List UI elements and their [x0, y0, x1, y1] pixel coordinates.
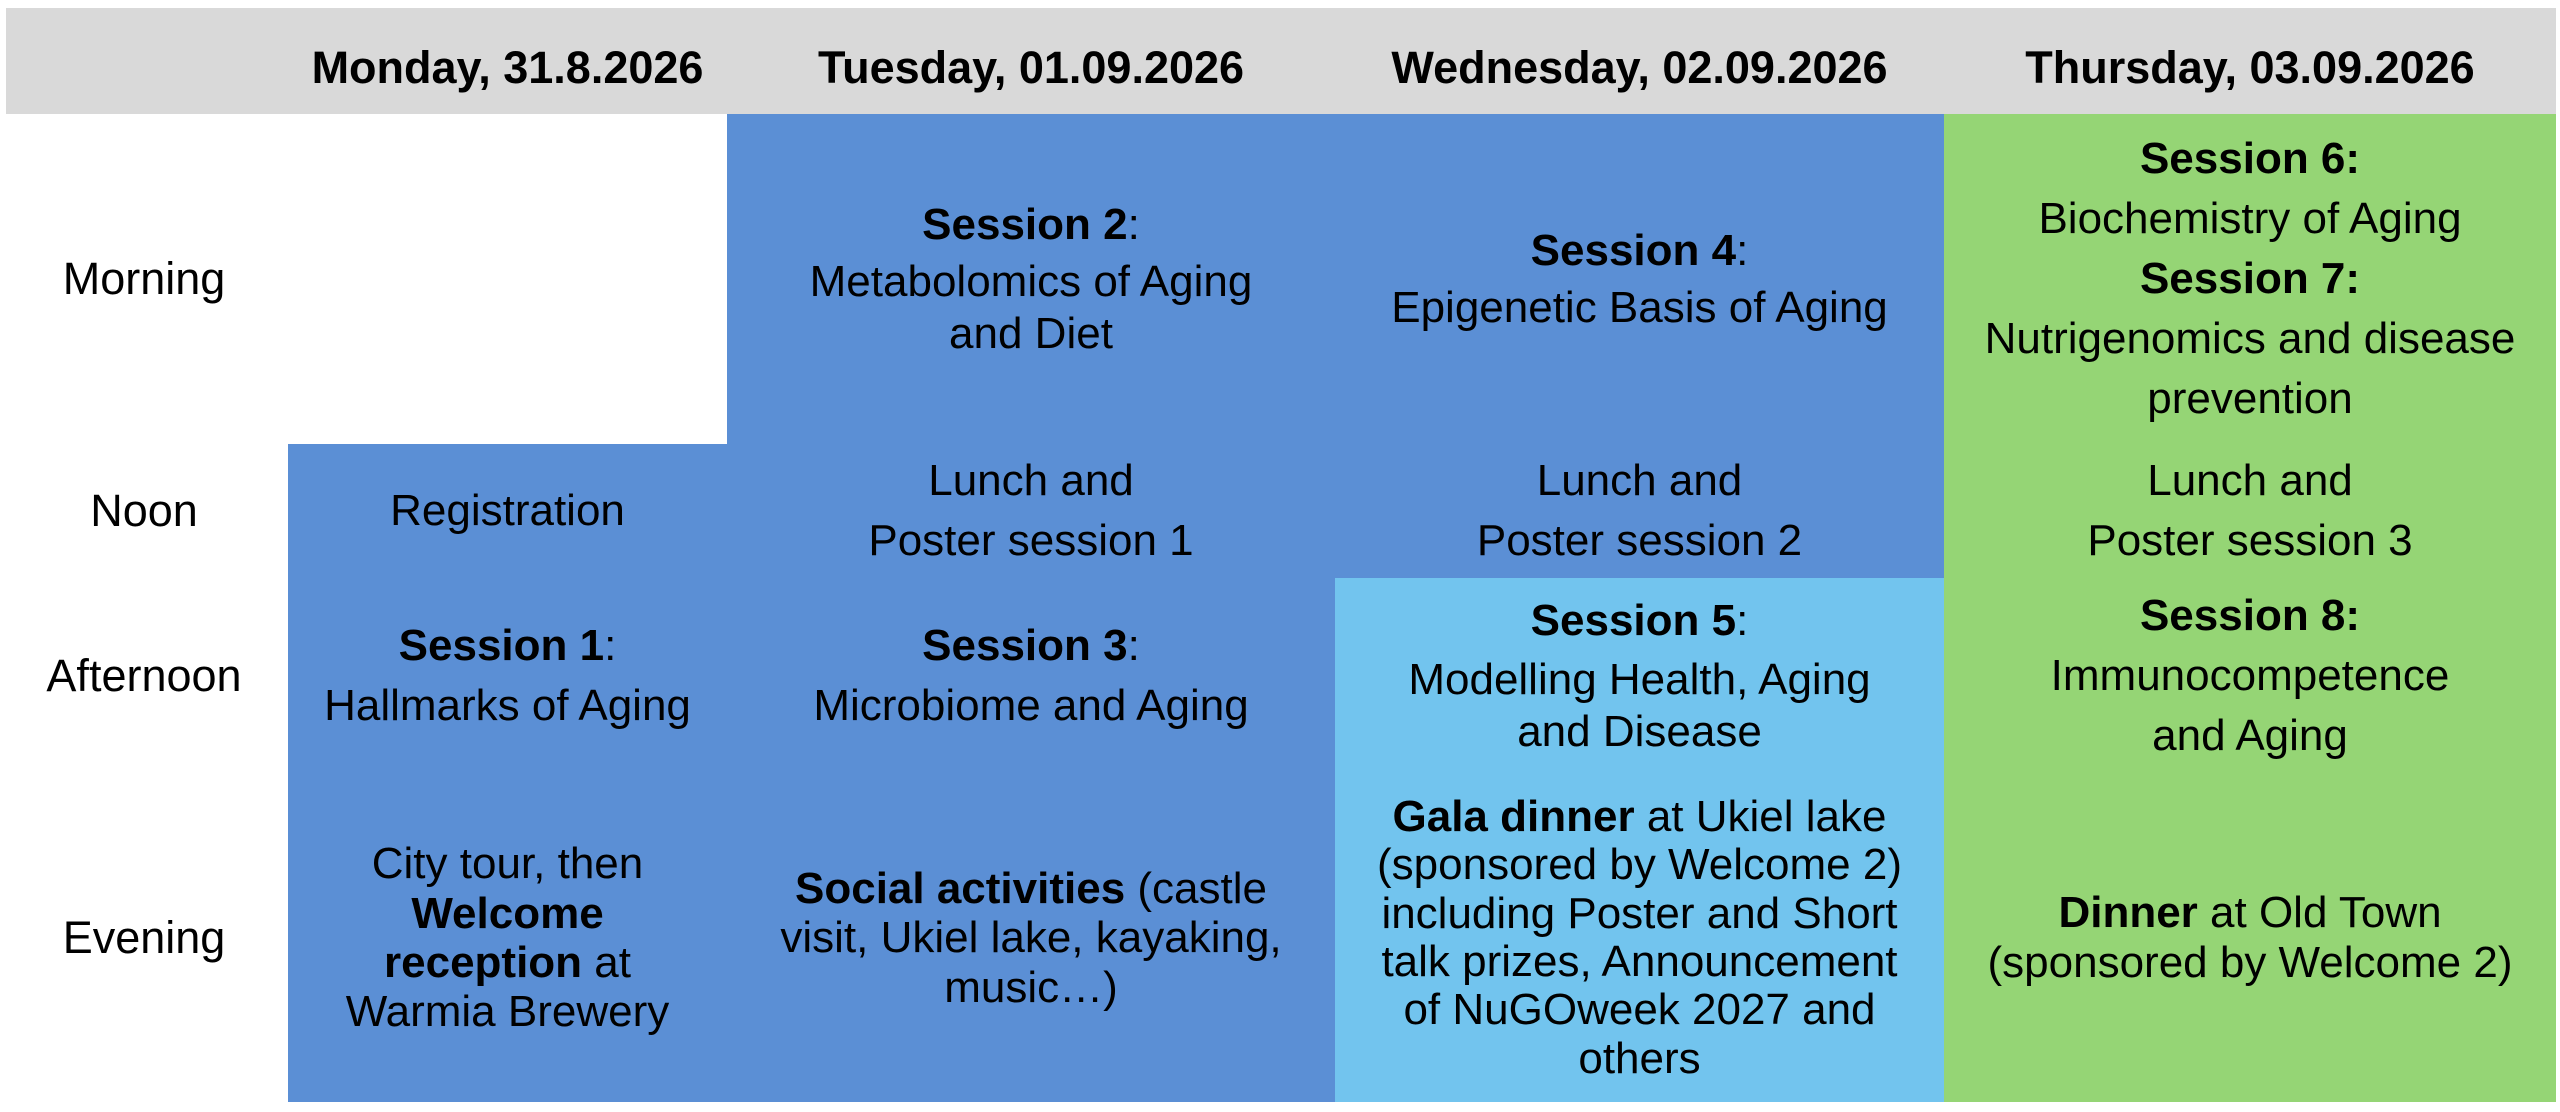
session-6-title: Session 6: — [2139, 134, 2361, 184]
registration-cell: Registration — [390, 486, 625, 536]
row-label-noon: Noon — [90, 484, 198, 536]
social-activities-rest: (castle — [1125, 864, 1267, 914]
gala-line6: others — [1578, 1033, 1701, 1083]
social-activities-bold: Social activities — [795, 864, 1126, 914]
welcome-line4: Warmia Brewery — [345, 987, 670, 1037]
session-7-line1: Nutrigenomics and disease — [1984, 313, 2516, 363]
gala-line1 — [1393, 793, 1887, 841]
session-1-title-text: Session 1 — [398, 621, 605, 671]
gala-dinner-cell — [1335, 774, 1944, 1102]
welcome-line3 — [384, 938, 631, 987]
session-5-line2: and Disease — [1517, 706, 1762, 756]
session-5-line1: Modelling Health, Aging — [1408, 655, 1871, 705]
lunch-poster-1-cell — [727, 444, 1335, 578]
social-line3: music…) — [944, 962, 1118, 1012]
session-7-line2: prevention — [2147, 373, 2353, 423]
gala-line3: including Poster and Short — [1381, 888, 1898, 938]
lunch-poster-2-cell — [1335, 444, 1944, 578]
session-1-cell — [288, 578, 727, 774]
social-activities-cell — [727, 774, 1335, 1102]
dinner-old-town-cell — [1944, 774, 2556, 1102]
row-label-afternoon: Afternoon — [46, 649, 242, 701]
lunch-poster-2-line1: Lunch and — [1536, 456, 1743, 506]
session-3-cell — [727, 578, 1335, 774]
session-4-title — [1531, 225, 1749, 276]
session-4-title-text: Session 4 — [1530, 225, 1737, 275]
session-3-title — [922, 616, 1140, 676]
dinner-rest: at Old Town — [2197, 887, 2442, 937]
session-4-colon: : — [1736, 225, 1749, 275]
session-7-title: Session 7: — [2139, 254, 2361, 304]
welcome-reception-at: at — [582, 938, 631, 987]
gala-line2: (sponsored by Welcome 2) — [1377, 840, 1902, 890]
session-3-line1: Microbiome and Aging — [813, 681, 1249, 730]
header-tuesday: Tuesday, 01.09.2026 — [817, 41, 1245, 93]
session-8-line2: and Aging — [2152, 710, 2348, 760]
session-5-cell — [1335, 578, 1944, 774]
session-5-colon: : — [1736, 595, 1749, 645]
session-2-colon: : — [1127, 199, 1140, 249]
session-3-colon: : — [1127, 621, 1140, 671]
session-6-7-cell — [1944, 114, 2556, 444]
session-8-title: Session 8: — [2139, 591, 2361, 641]
lunch-poster-3-line2: Poster session 3 — [2087, 516, 2413, 565]
gala-dinner-bold: Gala dinner — [1392, 791, 1635, 841]
social-line2: visit, Ukiel lake, kayaking, — [780, 913, 1282, 963]
session-2-line1: Metabolomics of Aging — [809, 257, 1253, 307]
welcome-reception-bold: reception — [384, 938, 583, 987]
header-wednesday: Wednesday, 02.09.2026 — [1391, 41, 1888, 93]
welcome-line1: City tour, then — [371, 839, 644, 889]
welcome-line2: Welcome — [411, 888, 604, 938]
lunch-poster-3-cell — [1944, 444, 2556, 578]
row-label-morning: Morning — [62, 252, 226, 304]
session-2-line2: and Diet — [949, 308, 1113, 358]
session-1-line1: Hallmarks of Aging — [324, 681, 691, 730]
session-2-title-text: Session 2 — [922, 199, 1128, 249]
session-6-line1: Biochemistry of Aging — [2038, 194, 2462, 244]
session-8-cell — [1944, 578, 2556, 774]
lunch-poster-3-line1: Lunch and — [2147, 456, 2353, 506]
gala-line5: of NuGOweek 2027 and — [1403, 985, 1876, 1035]
gala-line4: talk prizes, Announcement — [1381, 937, 1898, 986]
session-8-line1: Immunocompetence — [2050, 651, 2450, 701]
session-5-title — [1531, 595, 1749, 646]
gala-dinner-rest: at Ukiel lake — [1634, 791, 1887, 841]
social-line1 — [795, 864, 1267, 913]
dinner-line2: (sponsored by Welcome 2) — [1987, 938, 2513, 987]
session-2-title — [922, 199, 1140, 250]
dinner-bold: Dinner — [2058, 887, 2198, 937]
lunch-poster-2-line2: Poster session 2 — [1476, 516, 1803, 565]
header-monday: Monday, 31.8.2026 — [311, 41, 704, 93]
lunch-poster-1-line2: Poster session 1 — [868, 516, 1194, 565]
session-3-title-text: Session 3 — [922, 621, 1128, 671]
dinner-line1 — [2058, 888, 2441, 938]
header-thursday: Thursday, 03.09.2026 — [2025, 41, 2475, 93]
session-1-colon: : — [604, 621, 617, 671]
session-1-title — [399, 616, 617, 676]
session-4-cell — [1335, 114, 1944, 444]
welcome-reception-cell — [288, 774, 727, 1102]
session-4-line1: Epigenetic Basis of Aging — [1391, 283, 1888, 332]
lunch-poster-1-line1: Lunch and — [928, 456, 1134, 506]
row-label-evening: Evening — [62, 911, 226, 963]
session-5-title-text: Session 5 — [1530, 595, 1737, 645]
session-2-cell — [727, 114, 1335, 444]
